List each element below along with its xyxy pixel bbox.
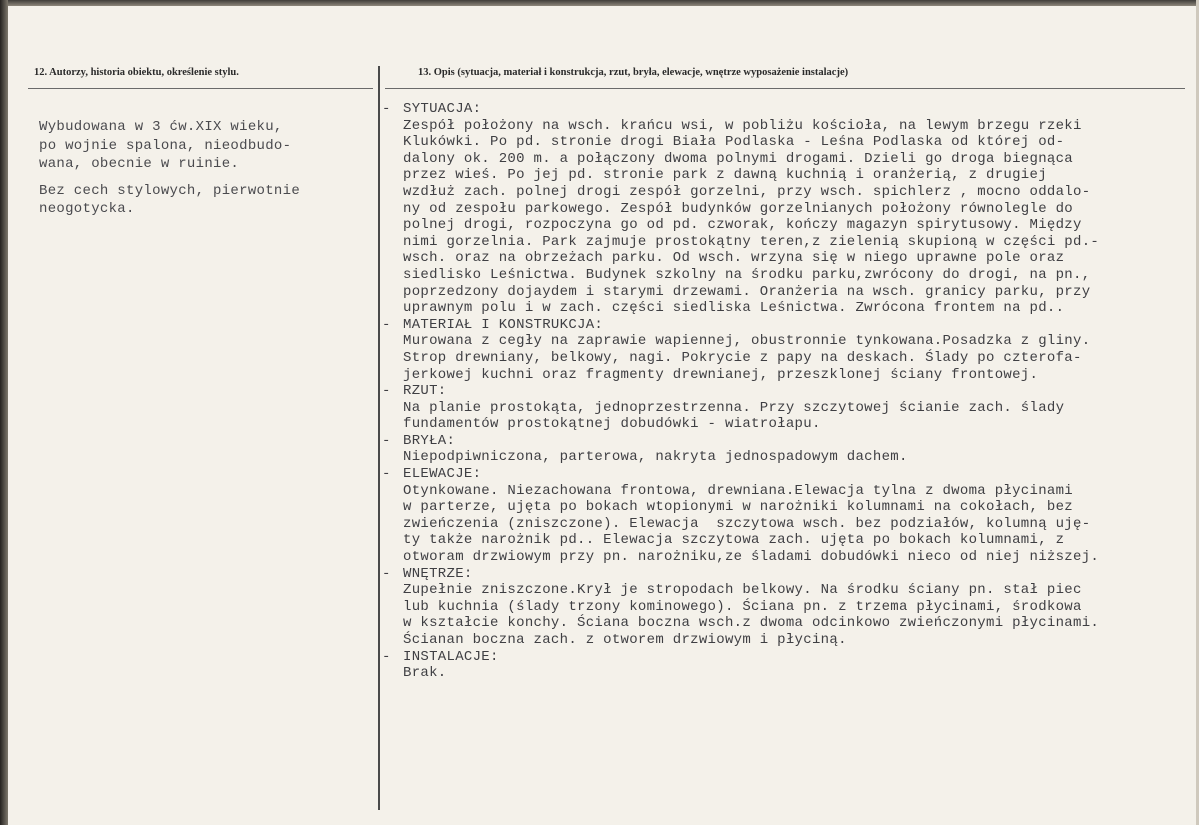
section-text: Na planie prostokąta, jednoprzestrzenna. Przy szczytowej ścianie zach. ślady fundamentów prostokątnej dobudówki - wiatrołapu. [403,399,1065,433]
section-text: Niepodpiwniczona, parterowa, nakryta jednospadowym dachem. [403,449,908,466]
right-column-header: 13. Opis (sytuacja, materiał i konstrukcja, rzut, bryła, elewacje, wnętrze wyposażenie instalacje) [418,67,849,78]
section-text: Brak. [403,665,447,682]
page-left-edge [0,0,8,825]
section-sytuacja [382,101,1194,317]
history-column [39,118,359,227]
style-paragraph: Bez cech stylowych, pierwotnie neogotycka. [39,182,301,217]
section-text: Otynkowane. Niezachowana frontowa, drewniana.Elewacja tylna z dwoma płycinami w parterze, ujęta po bokach wtopionymi w narożniki kolumnami na cokołach, bez zwieńczenia (zniszczone). Elewacja szczytowa wsch. bez podziałów, kolumną uję- ty także narożnik pd.. Elewacja szczytowa zach. ujęta po bokach kolumnami, z otworam drzwiowym przy pn. narożniku,ze śladami dobudówki nieco od niej niższej. [403,482,1100,566]
section-title: WNĘTRZE: [403,565,473,582]
section-rzut [382,383,1194,433]
section-material [382,317,1194,383]
right-header-rule [385,88,1185,89]
history-paragraph: Wybudowana w 3 ćw.XIX wieku, po wojnie spalona, nieodbudo- wana, obecnie w ruinie. [39,119,292,172]
description-column [382,101,1194,682]
section-title: RZUT: [403,383,447,400]
section-elewacje [382,466,1194,566]
page-top-edge [0,0,1199,6]
section-title: BRYŁA: [403,432,456,449]
section-dash: - [382,316,391,333]
left-header-rule [28,88,373,89]
section-dash: - [382,466,391,483]
section-text: Zespół położony na wsch. krańcu wsi, w pobliżu kościoła, na lewym brzegu rzeki Klukówki. Po pd. stronie drogi Biała Podlaska - Leśna Podlaska od której od- dalony ok. 200 m. a połączony dwoma polnymi drogami. Dzieli go droga biegnąca przez wieś. Po jej pd. stronie park z dawną kuchnią i oranżerią, z drugiej wzdłuż zach. polnej drogi zespół gorzelni, przy wsch. spichlerz , mocno oddalo- ny od zespołu parkowego. Zespół budynków gorzelnianych położony równolegle do polnej drogi, rozpoczyna go od pd. czworak, kończy magazyn spirytusowy. Między nimi gorzelnia. Park zajmuje prostokątny teren,z zielenią skupioną w części pd.- wsch. oraz na obrzeżach parku. Od wsch. wrzyna się w niego uprawne pole oraz siedlisko Leśnictwa. Budynek szkolny na środku parku,zwrócony do drogi, na pn., poprzedzony dojaydem i starymi drzewami. Oranżeria na wsch. granicy parku, przy uprawnym polu i w zach. części siedliska Leśnictwa. Zwrócona frontem na pd.. [403,117,1100,317]
section-bryla [382,433,1194,466]
section-dash: - [382,565,391,582]
section-text: Zupełnie zniszczone.Krył je stropodach belkowy. Na środku ściany pn. stał piec lub kuchnia (ślady trzony kominowego). Ściana pn. z trzema płycinami, środkowa w kształcie konchy. Ściana boczna wsch.z dwoma odcinkowo zwieńczonymi płycinami. Ścianan boczna zach. z otworem drzwiowym i płyciną. [403,582,1100,648]
section-wnetrze [382,566,1194,649]
section-text: Murowana z cegły na zaprawie wapiennej, obustronnie tynkowana.Posadzka z gliny. Strop drewniany, belkowy, nagi. Pokrycie z papy na deskach. Ślady po czterofa- jerkowej kuchni oraz fragmenty drewnianej, przeszklonej ściany frontowej. [403,333,1091,383]
section-instalacje [382,649,1194,682]
section-title: ELEWACJE: [403,466,482,483]
section-title: MATERIAŁ I KONSTRUKCJA: [403,316,604,333]
section-title: INSTALACJE: [403,648,499,665]
column-divider [378,66,380,810]
left-column-header: 12. Autorzy, historia obiektu, określenie stylu. [34,67,239,78]
section-dash: - [382,648,391,665]
section-title: SYTUACJA: [403,101,482,117]
section-dash: - [382,101,391,117]
section-dash: - [382,432,391,449]
section-dash: - [382,383,391,400]
